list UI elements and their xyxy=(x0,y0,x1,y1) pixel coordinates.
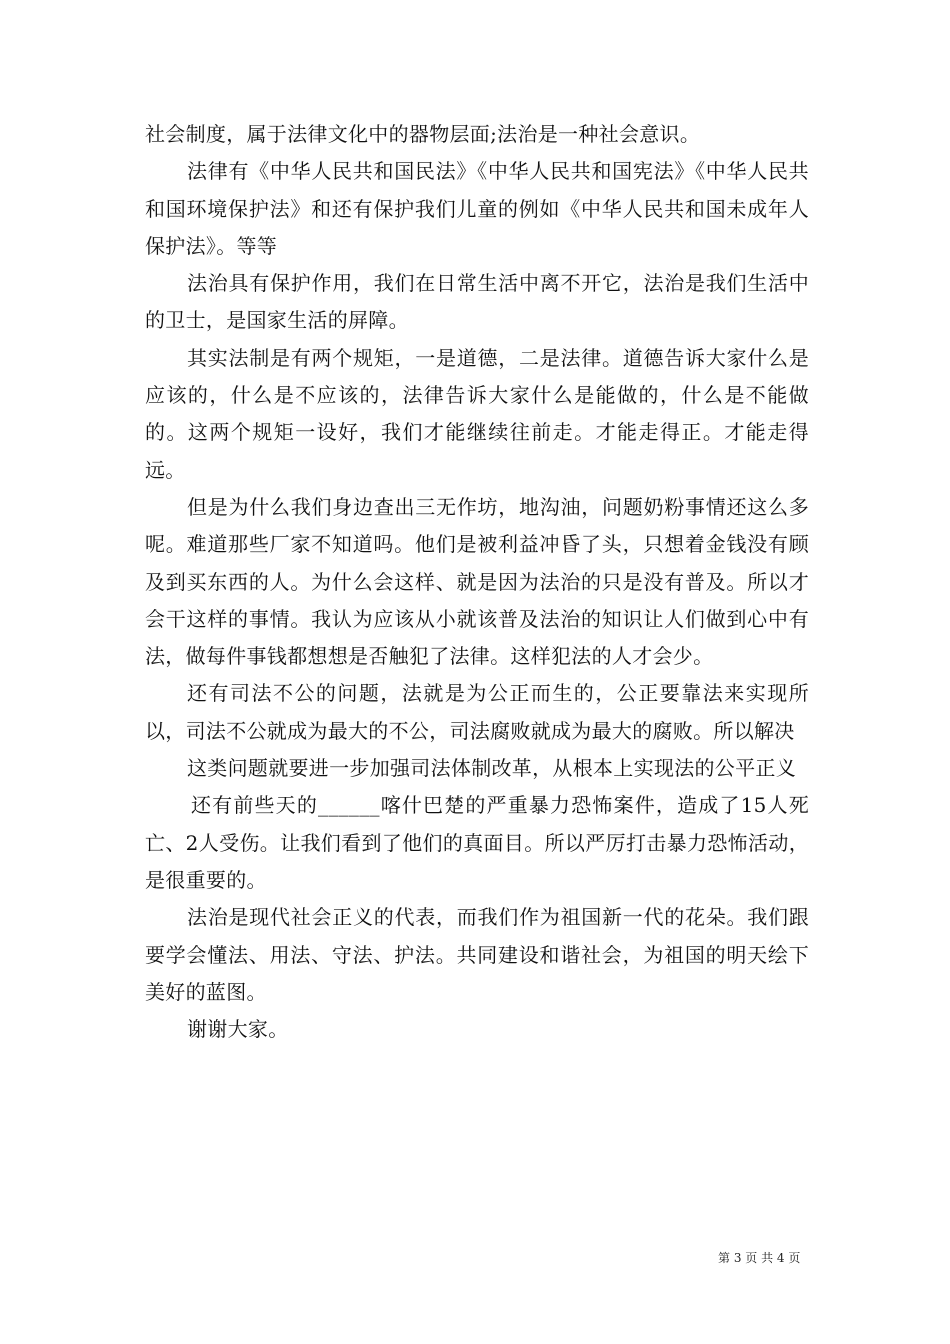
paragraph-2: 法律有《中华人民共和国民法》《中华人民共和国宪法》《中华人民共和国环境保护法》和还有保护我们儿童的例如《中华人民共和国未成年人保护法》。等等 xyxy=(145,159,809,258)
paragraph-7: 这类问题就要进一步加强司法体制改革，从根本上实现法的公平正义 xyxy=(187,756,796,781)
paragraph-4: 其实法制是有两个规矩，一是道德，二是法律。道德告诉大家什么是应该的，什么是不应该的，法律告诉大家什么是能做的，什么是不能做的。这两个规矩一设好，我们才能继续往前走。才能走得正。才能走得远。 xyxy=(145,345,809,482)
paragraph-3: 法治具有保护作用，我们在日常生活中离不开它，法治是我们生活中的卫士，是国家生活的屏障。 xyxy=(145,271,809,333)
document-body xyxy=(145,116,809,1048)
paragraph-8: 还有前些天的______喀什巴楚的严重暴力恐怖案件，造成了15人死亡、2人受伤。让我们看到了他们的真面目。所以严厉打击暴力恐怖活动，是很重要的。 xyxy=(145,793,809,892)
paragraph-6: 还有司法不公的问题，法就是为公正而生的，公正要靠法来实现所以，司法不公就成为最大的不公，司法腐败就成为最大的腐败。所以解决 xyxy=(145,681,809,743)
paragraph-1: 社会制度，属于法律文化中的器物层面;法治是一种社会意识。 xyxy=(145,122,701,146)
paragraph-5: 但是为什么我们身边查出三无作坊，地沟油，问题奶粉事情还这么多呢。难道那些厂家不知道吗。他们是被利益冲昏了头，只想着金钱没有顾及到买东西的人。为什么会这样、就是因为法治的只是没有普及。所以才会干这样的事情。我认为应该从小就该普及法治的知识让人们做到心中有法，做每件事钱都想想是否触犯了法律。这样犯法的人才会少。 xyxy=(145,494,809,669)
paragraph-9: 法治是现代社会正义的代表，而我们作为祖国新一代的花朵。我们跟要学会懂法、用法、守法、护法。共同建设和谐社会，为祖国的明天绘下美好的蓝图。 xyxy=(145,905,809,1004)
page-number: 第 3 页 共 4 页 xyxy=(718,1251,801,1265)
paragraph-10: 谢谢大家。 xyxy=(187,1017,289,1042)
